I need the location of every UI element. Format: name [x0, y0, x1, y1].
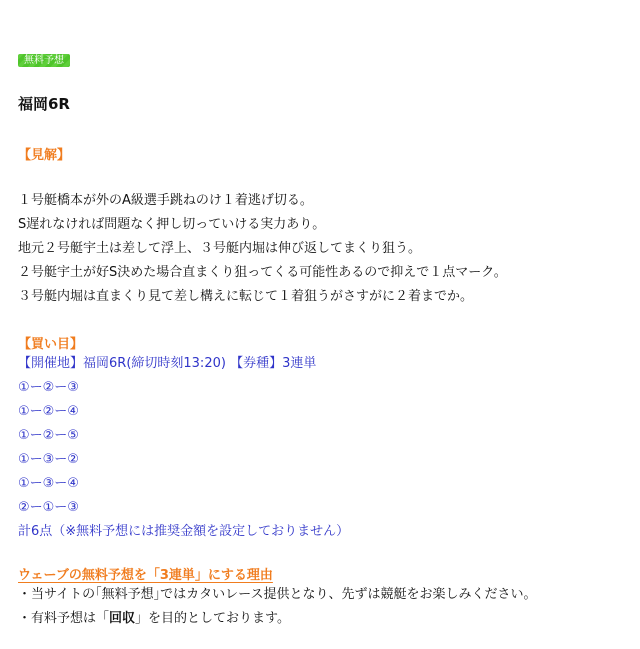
opinion-title: 【見解】 [18, 148, 71, 163]
opinion-line: ２号艇宇土が好S決めた場合直まくり狙ってくる可能性あるので抑えで１点マーク。 [18, 265, 507, 280]
reason-line-2 [18, 607, 618, 631]
combo-item: ①ー③ー④ [18, 476, 79, 491]
combo-item: ①ー②ー③ [18, 380, 79, 395]
reason-line-1: ・当サイトの｢無料予想｣ではカタいレース提供となり、先ずは競艇をお楽しみください。 [18, 587, 537, 602]
free-prediction-badge: 無料予想 [18, 54, 70, 67]
opinion-line: １号艇橋本が外のA級選手跳ねのけ１着逃げ切る。 [18, 193, 313, 208]
reason-line-2-suffix: 」を目的としております。 [135, 611, 290, 626]
opinion-line: S遅れなければ問題なく押し切っていける実力あり。 [18, 217, 326, 232]
buy-title: 【買い目】 [18, 337, 84, 352]
combo-item: ①ー②ー④ [18, 404, 79, 419]
ticket-key: 【券種】 [230, 356, 283, 371]
opinion-line: 地元２号艇宇土は差して浮上、３号艇内堀は伸び返してまくり狙う。 [18, 241, 422, 256]
reason-line-2-bold: 回収 [109, 611, 136, 626]
reason-title: ウェーブの無料予想を「3連単」にする理由 [18, 568, 273, 583]
venue-value: 福岡6R(締切時刻13:20) [83, 356, 226, 371]
race-title: 福岡6R [18, 95, 70, 113]
ticket-value: 3連単 [282, 356, 317, 371]
opinion-line: ３号艇内堀は直まくり見て差し構えに転じて１着狙うがさすがに２着までか。 [18, 289, 474, 304]
opinion-text [18, 189, 618, 309]
venue-key: 【開催地】 [18, 356, 84, 371]
reason-line-2-prefix: ・有料予想は「 [18, 611, 110, 626]
combo-item: ①ー②ー⑤ [18, 428, 79, 443]
content [18, 48, 618, 631]
combo-total: 計6点（※無料予想には推奨金額を設定しておりません） [18, 524, 350, 539]
combo-item: ①ー③ー② [18, 452, 79, 467]
buy-info [18, 352, 618, 544]
combo-item: ②ー①ー③ [18, 500, 79, 515]
venue-line [18, 352, 618, 376]
